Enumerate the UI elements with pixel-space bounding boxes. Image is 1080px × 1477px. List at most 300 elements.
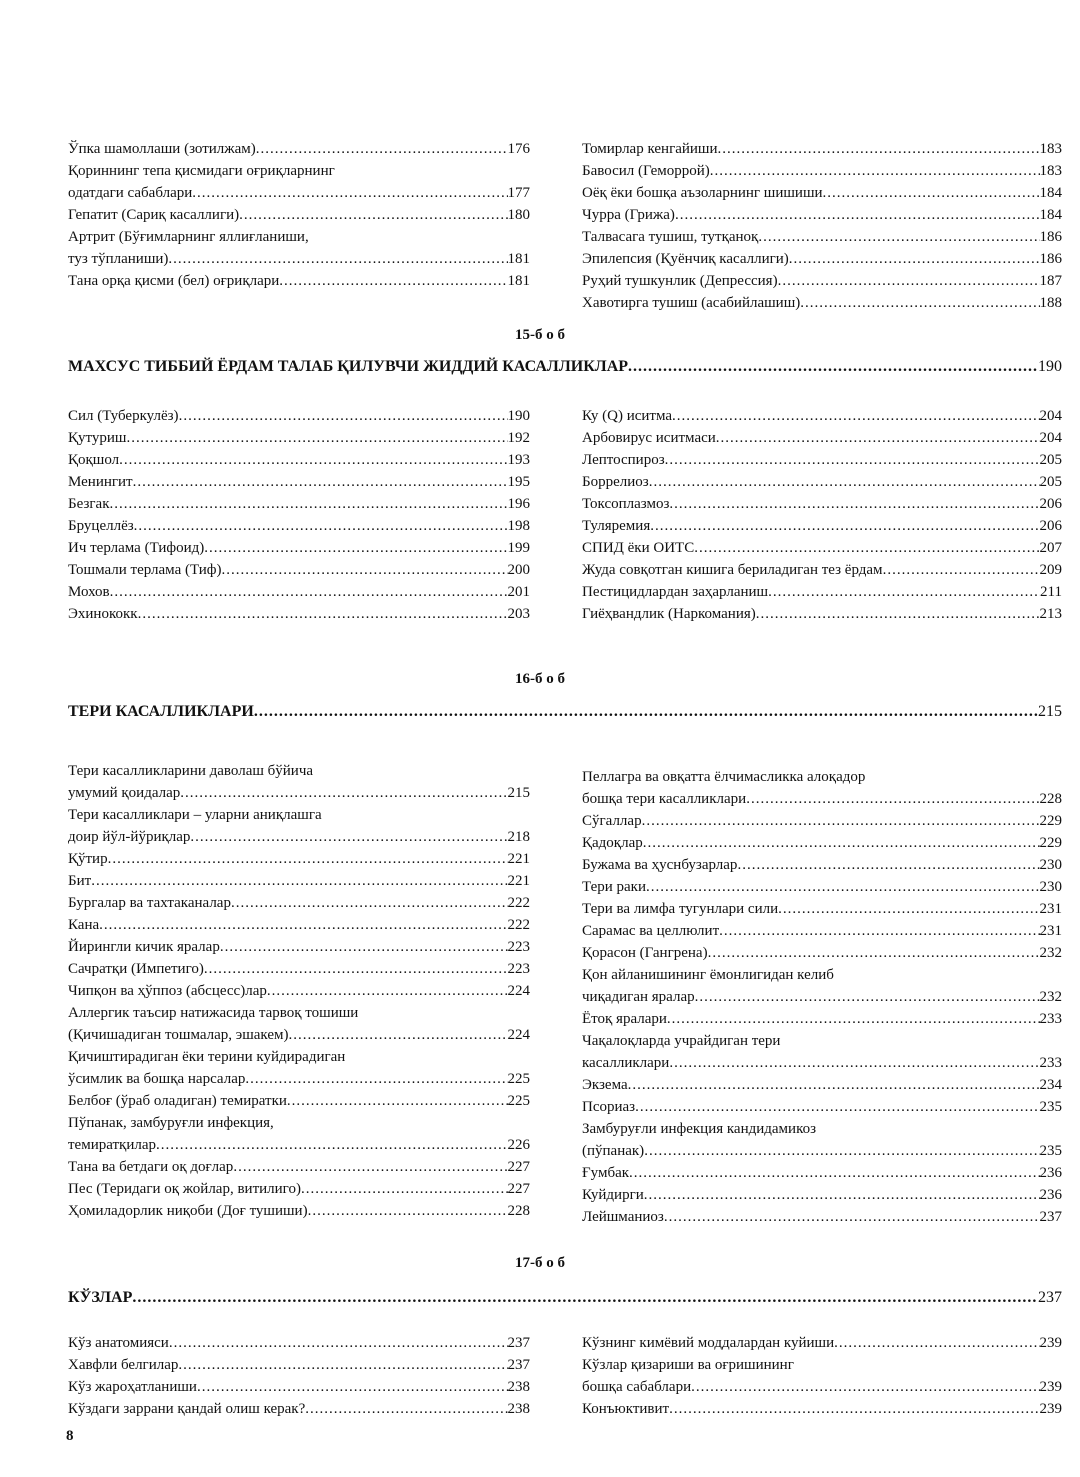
- toc-entry[interactable]: [582, 832, 1062, 854]
- chapter-label-15: 15-б о б: [515, 327, 565, 343]
- toc-entry-title: Гепатит (Сариқ касаллиги): [68, 207, 240, 223]
- toc-col-left: [68, 405, 530, 625]
- dot-leader: [245, 1068, 507, 1090]
- dot-leader: [134, 515, 508, 537]
- toc-entry-title: туз тўпланиши): [68, 251, 169, 267]
- toc-entry-page: 227: [507, 1181, 530, 1197]
- dot-leader: [669, 1052, 1039, 1074]
- toc-entry-page: 235: [1039, 1099, 1062, 1115]
- toc-entry[interactable]: [582, 270, 1062, 292]
- dot-leader: [204, 958, 508, 980]
- dot-leader: [691, 1376, 1039, 1398]
- toc-entry[interactable]: [68, 405, 530, 427]
- dot-leader: [800, 292, 1039, 314]
- toc-entry[interactable]: [68, 914, 530, 936]
- dot-leader: [305, 1398, 507, 1420]
- toc-entry[interactable]: [68, 204, 530, 226]
- toc-entry-title: Қутуриш: [68, 430, 127, 446]
- toc-entry[interactable]: [582, 603, 1062, 625]
- toc-entry-title: Боррелиоз: [582, 474, 649, 490]
- toc-entry-page: 224: [507, 1027, 530, 1043]
- toc-entry-title-lead: Қичиштирадиган ёки терини куйдирадиган: [68, 1049, 346, 1065]
- toc-entry-title: СПИД ёки ОИТС: [582, 540, 695, 556]
- toc-entry[interactable]: [68, 427, 530, 449]
- toc-entry[interactable]: [582, 226, 1062, 248]
- toc-entry-page: 184: [1039, 207, 1062, 223]
- chapter-title-15[interactable]: [68, 358, 1062, 376]
- chapter-title-text: ТЕРИ КАСАЛЛИКЛАРИ: [68, 703, 254, 720]
- toc-entry-page: 229: [1039, 813, 1062, 829]
- toc-entry-page: 195: [507, 474, 530, 490]
- dot-leader: [718, 138, 1040, 160]
- toc-entry[interactable]: [68, 449, 530, 471]
- dot-leader: [138, 603, 508, 625]
- toc-entry[interactable]: [68, 1002, 530, 1046]
- toc-entry[interactable]: [582, 493, 1062, 515]
- toc-entry-page: 196: [507, 496, 530, 512]
- toc-entry-title-lead: Кўзлар қизариши ва оғришининг: [582, 1357, 794, 1373]
- dot-leader: [716, 427, 1040, 449]
- dot-leader: [197, 1376, 508, 1398]
- toc-entry[interactable]: [582, 766, 1062, 810]
- toc-entry-title: Конъюктивит: [582, 1401, 670, 1417]
- toc-entry-page: 228: [1039, 791, 1062, 807]
- toc-entry[interactable]: [68, 1398, 530, 1420]
- toc-entry-page: 221: [507, 851, 530, 867]
- toc-entry[interactable]: [582, 160, 1062, 182]
- toc-entry-title: Ич терлама (Тифоид): [68, 540, 205, 556]
- toc-entry-page: 199: [507, 540, 530, 556]
- toc-entry[interactable]: [582, 559, 1062, 581]
- toc-entry[interactable]: [582, 964, 1062, 1008]
- toc-entry-title: темиратқилар: [68, 1137, 157, 1153]
- toc-entry-page: 239: [1039, 1401, 1062, 1417]
- toc-entry[interactable]: [68, 515, 530, 537]
- dot-leader: [650, 515, 1039, 537]
- toc-entry-title: Лептоспироз: [582, 452, 665, 468]
- toc-entry[interactable]: [68, 1200, 530, 1222]
- dot-leader: [256, 138, 508, 160]
- toc-entry-title: Арбовирус иситмаси: [582, 430, 716, 446]
- toc-entry-title-lead: Аллергик таъсир натижасида тарвоқ тошиши: [68, 1005, 359, 1021]
- dot-leader: [287, 1090, 508, 1112]
- toc-entry[interactable]: [582, 138, 1062, 160]
- dot-leader: [220, 936, 508, 958]
- dot-leader: [778, 270, 1040, 292]
- dot-leader: [169, 1332, 508, 1354]
- toc-entry[interactable]: [582, 471, 1062, 493]
- toc-entry-title: Бавосил (Геморрой): [582, 163, 710, 179]
- toc-entry-title: доир йўл-йўриқлар: [68, 829, 191, 845]
- dot-leader: [168, 248, 507, 270]
- toc-entry-title: Сил (Туберкулёз): [68, 408, 179, 424]
- toc-entry-page: 186: [1039, 251, 1062, 267]
- toc-entry-title-lead: Тери касалликлари – уларни аниқлашга: [68, 807, 322, 823]
- toc-entry-title-lead: Чақалоқларда учрайдиган тери: [582, 1033, 781, 1049]
- toc-entry-page: 236: [1039, 1187, 1062, 1203]
- toc-entry-title-lead: Артрит (Бўғимларнинг яллиғланиши,: [68, 229, 309, 245]
- dot-leader: [664, 1206, 1040, 1228]
- toc-col-right: [582, 138, 1062, 314]
- toc-entry-page: 203: [507, 606, 530, 622]
- toc-entry-title: Кана: [68, 917, 100, 933]
- toc-entry[interactable]: [68, 848, 530, 870]
- toc-entry[interactable]: [68, 1090, 530, 1112]
- toc-entry-page: 232: [1039, 945, 1062, 961]
- toc-entry-title: Йирингли кичик яралар: [68, 939, 220, 955]
- dot-leader: [642, 810, 1040, 832]
- toc-entry-title: Чурра (Грижа): [582, 207, 675, 223]
- toc-entry-title: Қорасон (Гангрена): [582, 945, 708, 961]
- toc-entry-title: Ўпка шамоллаши (зотилжам): [68, 141, 256, 157]
- toc-entry-page: 239: [1039, 1379, 1062, 1395]
- toc-entry-page: 184: [1039, 185, 1062, 201]
- dot-leader: [646, 876, 1040, 898]
- toc-entry[interactable]: [68, 760, 530, 804]
- toc-entry-title: (Қичишадиган тошмалар, эшакем): [68, 1027, 289, 1043]
- toc-entry-title: Безгак: [68, 496, 110, 512]
- toc-entry-title: Томирлар кенгайиши: [582, 141, 718, 157]
- toc-entry-page: 206: [1039, 496, 1062, 512]
- dot-leader: [649, 471, 1040, 493]
- dot-leader: [204, 537, 507, 559]
- dot-leader: [289, 1024, 508, 1046]
- toc-col-left: [68, 1332, 530, 1420]
- toc-entry[interactable]: [582, 1354, 1062, 1398]
- dot-leader: [710, 160, 1040, 182]
- toc-entry-page: 186: [1039, 229, 1062, 245]
- toc-entry-title-lead: Қон айланишининг ёмонлигидан келиб: [582, 967, 834, 983]
- toc-entry-page: 218: [507, 829, 530, 845]
- toc-entry-title: Гиёҳвандлик (Наркомания): [582, 606, 756, 622]
- toc-entry-title: Жуда совқотган кишига бериладиган тез ёрдам: [582, 562, 883, 578]
- dot-leader: [694, 537, 1039, 559]
- toc-entry-page: 187: [1039, 273, 1062, 289]
- dot-leader: [778, 898, 1039, 920]
- toc-entry-title: Пестицидлардан заҳарланиш: [582, 584, 769, 600]
- toc-entry-page: 225: [507, 1093, 530, 1109]
- dot-leader: [156, 1134, 507, 1156]
- dot-leader: [644, 1140, 1039, 1162]
- chapter-title-text: МАХСУС ТИББИЙ ЁРДАМ ТАЛАБ ҚИЛУВЧИ ЖИДДИЙ КАСАЛЛИКЛАР: [68, 358, 629, 375]
- toc-entry[interactable]: [582, 1184, 1062, 1206]
- dot-leader: [308, 1200, 508, 1222]
- toc-entry-page: 237: [507, 1357, 530, 1373]
- toc-entry-page: 237: [1039, 1209, 1062, 1225]
- toc-entry[interactable]: [582, 1162, 1062, 1184]
- toc-entry-title: Бруцеллёз: [68, 518, 134, 534]
- toc-entry-page: 225: [507, 1071, 530, 1087]
- toc-entry-title: Хавотирга тушиш (асабийлашиш): [582, 295, 801, 311]
- chapter-page: 237: [1038, 1289, 1062, 1306]
- dot-leader: [108, 848, 508, 870]
- dot-leader: [109, 493, 507, 515]
- toc-entry[interactable]: [68, 493, 530, 515]
- toc-entry-page: 231: [1039, 923, 1062, 939]
- toc-entry-title: одатдаги сабаблари: [68, 185, 193, 201]
- toc-entry-title: бошқа тери касалликлари: [582, 791, 747, 807]
- toc-entry-title: Сарамас ва целлюлит: [582, 923, 720, 939]
- toc-entry-title-lead: Замбуруғли инфекция кандидамикоз: [582, 1121, 817, 1137]
- toc-entry-page: 188: [1039, 295, 1062, 311]
- toc-entry[interactable]: [68, 581, 530, 603]
- toc-entry-page: 176: [507, 141, 530, 157]
- toc-entry-title: Қўтир: [68, 851, 108, 867]
- toc-entry-page: 200: [507, 562, 530, 578]
- dot-leader: [267, 980, 508, 1002]
- toc-entry[interactable]: [68, 1354, 530, 1376]
- toc-entry[interactable]: [582, 449, 1062, 471]
- toc-entry-title: Псориаз: [582, 1099, 636, 1115]
- toc-entry[interactable]: [68, 980, 530, 1002]
- toc-entry[interactable]: [68, 1156, 530, 1178]
- toc-entry-title: Кўз анатомияси: [68, 1335, 169, 1351]
- toc-entry-page: 221: [507, 873, 530, 889]
- chapter-title-text: КЎЗЛАР: [68, 1289, 133, 1306]
- toc-entry-page: 238: [507, 1379, 530, 1395]
- toc-entry-page: 207: [1039, 540, 1062, 556]
- toc-entry[interactable]: [68, 603, 530, 625]
- toc-col-left: [68, 138, 530, 314]
- toc-entry-page: 211: [1040, 584, 1062, 600]
- toc-entry-page: 222: [507, 917, 530, 933]
- dot-leader: [643, 832, 1040, 854]
- toc-entry-page: 205: [1039, 452, 1062, 468]
- dot-leader: [91, 870, 507, 892]
- toc-entry-title-lead: Пеллагра ва овқатта ёлчимасликка алоқадор: [582, 769, 866, 785]
- toc-entry[interactable]: [582, 1118, 1062, 1162]
- toc-entry-title: (пўпанак): [582, 1143, 645, 1159]
- dot-leader: [635, 1096, 1039, 1118]
- toc-entry-page: 180: [507, 207, 530, 223]
- toc-entry-title-lead: Тери касалликларини даволаш бўйича: [68, 763, 314, 779]
- toc-entry-page: 193: [507, 452, 530, 468]
- toc-entry-title: Пес (Теридаги оқ жойлар, витилиго): [68, 1181, 301, 1197]
- chapter-page: 215: [1038, 703, 1062, 720]
- toc-entry[interactable]: [68, 804, 530, 848]
- toc-entry[interactable]: [582, 1332, 1062, 1354]
- toc-entry[interactable]: [582, 1008, 1062, 1030]
- toc-block-1: [68, 138, 1062, 314]
- toc-entry[interactable]: [582, 537, 1062, 559]
- dot-leader: [178, 1354, 507, 1376]
- toc-entry-title: Талвасага тушиш, тутқаноқ: [582, 229, 759, 245]
- toc-entry[interactable]: [582, 182, 1062, 204]
- toc-entry-page: 238: [507, 1401, 530, 1417]
- toc-entry[interactable]: [68, 1332, 530, 1354]
- dot-leader: [629, 1162, 1039, 1184]
- toc-entry[interactable]: [582, 1030, 1062, 1074]
- toc-entry-page: 233: [1039, 1055, 1062, 1071]
- toc-entry[interactable]: [582, 248, 1062, 270]
- toc-entry-page: 223: [507, 939, 530, 955]
- toc-entry[interactable]: [582, 854, 1062, 876]
- dot-leader: [99, 914, 507, 936]
- toc-entry-title: Эхинококк: [68, 606, 138, 622]
- toc-entry[interactable]: [582, 1398, 1062, 1420]
- dot-leader: [119, 449, 507, 471]
- toc-col-right: [582, 1332, 1062, 1420]
- toc-entry-page: 233: [1039, 1011, 1062, 1027]
- dot-leader: [231, 892, 508, 914]
- toc-entry-title: касалликлари: [582, 1055, 670, 1071]
- toc-entry-title: Экзема: [582, 1077, 628, 1093]
- toc-entry-page: 181: [507, 273, 530, 289]
- dot-leader: [708, 942, 1040, 964]
- toc-entry-title: Менингит: [68, 474, 133, 490]
- toc-entry[interactable]: [68, 958, 530, 980]
- toc-entry-title-lead: Пўпанак, замбуруғли инфекция,: [68, 1115, 274, 1131]
- toc-entry-title: Хавфли белгилар: [68, 1357, 179, 1373]
- dot-leader: [233, 1156, 507, 1178]
- toc-entry[interactable]: [582, 1096, 1062, 1118]
- chapter-title-16[interactable]: [68, 703, 1062, 721]
- toc-entry[interactable]: [582, 204, 1062, 226]
- dot-leader: [190, 826, 507, 848]
- toc-entry-title: Руҳий тушкунлик (Депрессия): [582, 273, 778, 289]
- toc-entry[interactable]: [68, 1178, 530, 1200]
- toc-entry[interactable]: [582, 515, 1062, 537]
- toc-entry-page: 192: [507, 430, 530, 446]
- toc-entry-title: Ку (Q) иситма: [582, 408, 673, 424]
- toc-entry-title: Кўздаги заррани қандай олиш керак?: [68, 1401, 306, 1417]
- dot-leader: [675, 204, 1040, 226]
- toc-entry[interactable]: [582, 1206, 1062, 1228]
- toc-entry[interactable]: [68, 1376, 530, 1398]
- toc-entry-title: Бургалар ва тахтаканалар: [68, 895, 231, 911]
- toc-entry-title: Туляремия: [582, 518, 651, 534]
- dot-leader: [756, 603, 1040, 625]
- toc-entry[interactable]: [68, 1046, 530, 1090]
- toc-entry-title: Бужама ва ҳуснбузарлар: [582, 857, 738, 873]
- toc-entry-title: Ҳомиладорлик ниқоби (Доғ тушиши): [68, 1203, 308, 1219]
- dot-leader: [279, 270, 507, 292]
- toc-entry-page: 236: [1039, 1165, 1062, 1181]
- toc-entry[interactable]: [582, 876, 1062, 898]
- toc-entry-title: чиқадиган яралар: [582, 989, 695, 1005]
- dot-leader: [672, 405, 1039, 427]
- toc-entry-title: Сўгаллар: [582, 813, 642, 829]
- toc-entry-page: 198: [507, 518, 530, 534]
- toc-entry-page: 205: [1039, 474, 1062, 490]
- toc-entry[interactable]: [582, 581, 1062, 603]
- toc-entry-page: 209: [1039, 562, 1062, 578]
- toc-entry-page: 234: [1039, 1077, 1062, 1093]
- toc-entry[interactable]: [582, 427, 1062, 449]
- toc-entry[interactable]: [582, 1074, 1062, 1096]
- toc-entry-page: 183: [1039, 163, 1062, 179]
- toc-entry[interactable]: [582, 405, 1062, 427]
- toc-entry-page: 206: [1039, 518, 1062, 534]
- toc-entry-page: 235: [1039, 1143, 1062, 1159]
- toc-block-3: [68, 760, 1062, 1228]
- dot-leader: [644, 1184, 1040, 1206]
- toc-entry[interactable]: [68, 226, 530, 270]
- toc-entry-page: 215: [507, 785, 530, 801]
- toc-entry-title: Ғумбак: [582, 1165, 630, 1181]
- dot-leader: [628, 1074, 1040, 1096]
- toc-entry-title: умумий қоидалар: [68, 785, 181, 801]
- toc-entry-page: 229: [1039, 835, 1062, 851]
- toc-entry-title: Тери раки: [582, 879, 646, 895]
- toc-entry-title: Бит: [68, 873, 92, 889]
- toc-entry[interactable]: [582, 942, 1062, 964]
- toc-entry-title: ўсимлик ва бошқа нарсалар: [68, 1071, 246, 1087]
- toc-entry-title: Кўз жароҳатланиши: [68, 1379, 197, 1395]
- toc-entry-page: 231: [1039, 901, 1062, 917]
- toc-entry[interactable]: [68, 471, 530, 493]
- toc-entry-title: Тери ва лимфа тугунлари сили: [582, 901, 779, 917]
- dot-leader: [758, 226, 1039, 248]
- toc-entry-title: бошқа сабаблари: [582, 1379, 692, 1395]
- dot-leader: [669, 1398, 1039, 1420]
- toc-entry-page: 228: [507, 1203, 530, 1219]
- dot-leader: [126, 427, 507, 449]
- toc-entry-page: 181: [507, 251, 530, 267]
- toc-entry-page: 204: [1039, 430, 1062, 446]
- dot-leader: [301, 1178, 508, 1200]
- chapter-title-17[interactable]: [68, 1289, 1062, 1307]
- dot-leader: [192, 182, 507, 204]
- toc-col-left: [68, 760, 530, 1228]
- toc-entry-title: Мохов: [68, 584, 110, 600]
- toc-entry-page: 190: [507, 408, 530, 424]
- toc-entry[interactable]: [582, 920, 1062, 942]
- toc-entry-title: Қоқшол: [68, 452, 120, 468]
- toc-entry[interactable]: [68, 870, 530, 892]
- dot-leader: [110, 581, 508, 603]
- toc-entry-page: 177: [507, 185, 530, 201]
- dot-leader: [768, 581, 1040, 603]
- dot-leader: [179, 405, 508, 427]
- toc-entry-title: Тошмали терлама (Тиф): [68, 562, 222, 578]
- dot-leader: [667, 1008, 1040, 1030]
- chapter-page: 190: [1038, 358, 1062, 375]
- toc-entry[interactable]: [68, 1112, 530, 1156]
- toc-entry-page: 230: [1039, 879, 1062, 895]
- toc-entry[interactable]: [68, 936, 530, 958]
- toc-entry-page: 227: [507, 1159, 530, 1175]
- toc-entry[interactable]: [582, 898, 1062, 920]
- toc-entry[interactable]: [68, 160, 530, 204]
- dot-leader: [823, 182, 1040, 204]
- chapter-label-16: 16-б о б: [515, 671, 565, 687]
- toc-entry[interactable]: [68, 892, 530, 914]
- dot-leader: [746, 788, 1039, 810]
- toc-entry-title: Оёқ ёки бошқа аъзоларнинг шишиши: [582, 185, 823, 201]
- toc-entry-title: Белбоғ (ўраб оладиган) темиратки: [68, 1093, 287, 1109]
- toc-entry[interactable]: [68, 270, 530, 292]
- toc-entry[interactable]: [582, 292, 1062, 314]
- toc-entry-title: Лейшманиоз: [582, 1209, 664, 1225]
- dot-leader: [834, 1332, 1039, 1354]
- toc-entry-page: 223: [507, 961, 530, 977]
- toc-entry[interactable]: [68, 138, 530, 160]
- toc-entry[interactable]: [582, 810, 1062, 832]
- dot-leader: [695, 986, 1040, 1008]
- toc-entry-page: 213: [1039, 606, 1062, 622]
- toc-entry[interactable]: [68, 537, 530, 559]
- toc-entry-page: 183: [1039, 141, 1062, 157]
- toc-entry-title-lead: Қориннинг тепа қисмидаги оғриқларнинг: [68, 163, 335, 179]
- dot-leader: [669, 493, 1039, 515]
- toc-entry-page: 232: [1039, 989, 1062, 1005]
- dot-leader: [883, 559, 1040, 581]
- toc-block-2: [68, 405, 1062, 625]
- toc-col-right: [582, 760, 1062, 1228]
- page-number: 8: [66, 1428, 74, 1444]
- toc-entry[interactable]: [68, 559, 530, 581]
